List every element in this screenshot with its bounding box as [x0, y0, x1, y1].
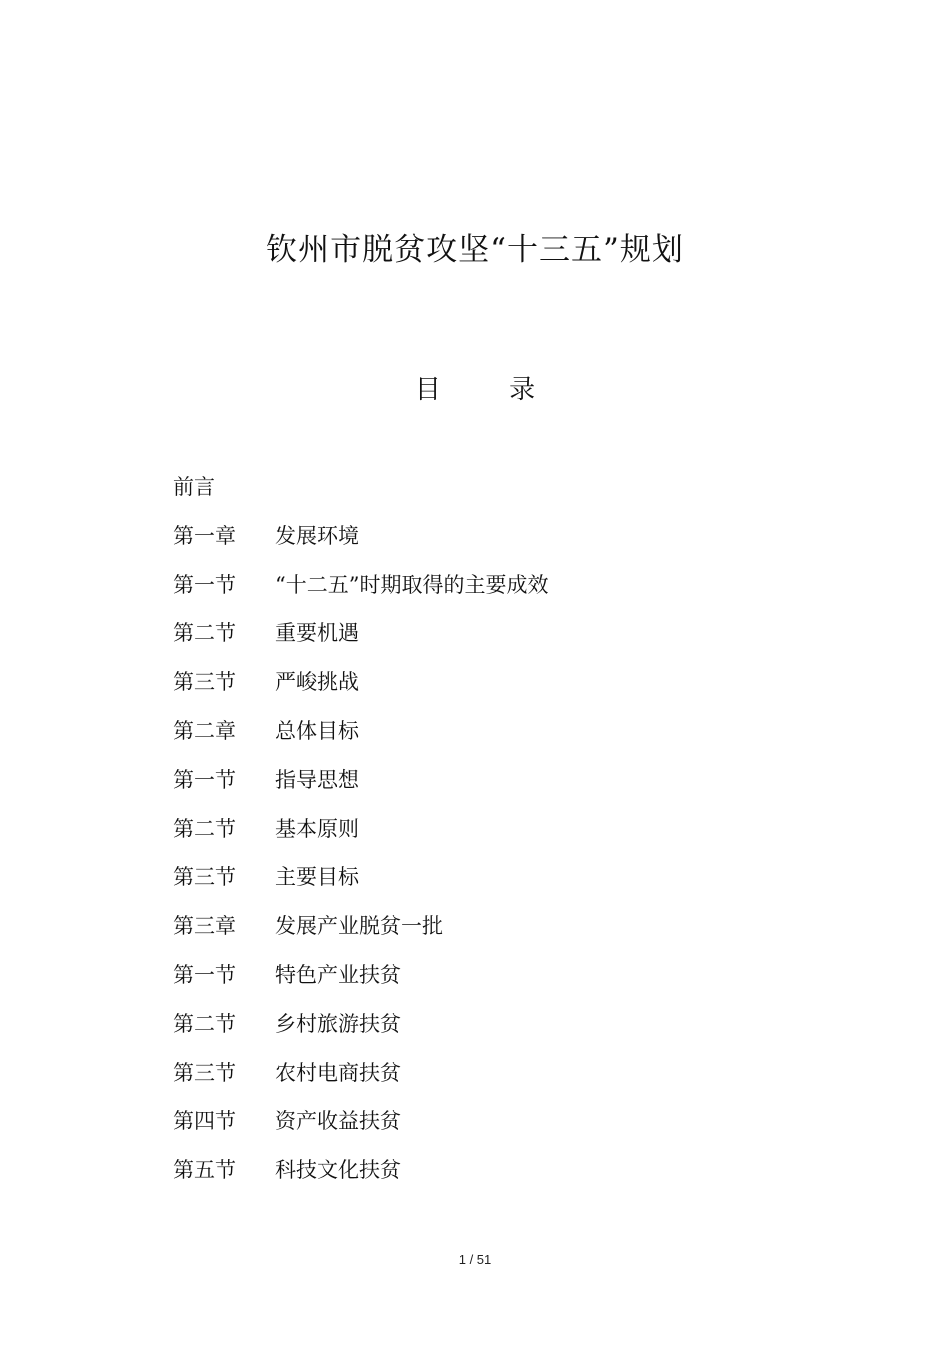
toc-entry-text: 乡村旅游扶贫 — [275, 1011, 401, 1036]
toc-entry-text: 基本原则 — [275, 816, 359, 841]
toc-entry-label: 第一节 — [173, 572, 236, 597]
toc-entry-label: 第三节 — [173, 865, 236, 890]
toc-entry-text: 主要目标 — [275, 865, 359, 890]
toc-entry-section[interactable] — [173, 959, 548, 1008]
toc-entry-text: 总体目标 — [275, 718, 359, 743]
toc-entry-text: 指导思想 — [275, 767, 359, 792]
toc-entry-label: 第一章 — [173, 523, 236, 548]
toc-entry-text: 严峻挑战 — [275, 670, 359, 695]
toc-entry-label: 第四节 — [173, 1109, 236, 1134]
toc-entry-label: 前言 — [173, 475, 215, 499]
document-title: 钦州市脱贫攻坚“十三五”规划 — [266, 232, 684, 268]
toc-entry-label: 第三节 — [173, 1060, 236, 1085]
toc-entry-text: 资产收益扶贫 — [275, 1109, 401, 1134]
toc-entry-chapter[interactable] — [173, 910, 548, 959]
toc-entry-section[interactable] — [173, 1154, 548, 1203]
toc-entry-text: 重要机遇 — [275, 621, 359, 646]
toc-entry-label: 第三节 — [173, 670, 236, 695]
toc-entry-text: 科技文化扶贫 — [275, 1158, 401, 1183]
toc-entry-text: 特色产业扶贫 — [275, 962, 401, 987]
toc-entry-section[interactable] — [173, 1105, 548, 1154]
toc-entry-text: 农村电商扶贫 — [275, 1060, 401, 1085]
toc-entry-label: 第三章 — [173, 914, 236, 939]
toc-entry-section[interactable] — [173, 1008, 548, 1057]
toc-entry-section[interactable] — [173, 666, 548, 715]
table-of-contents — [173, 471, 548, 1203]
toc-entry-label: 第二节 — [173, 1011, 236, 1036]
toc-entry-chapter[interactable] — [173, 520, 548, 569]
toc-entry-label: 第一节 — [173, 767, 236, 792]
toc-entry-label: 第二章 — [173, 718, 236, 743]
toc-entry-section[interactable] — [173, 861, 548, 910]
toc-entry-text: 发展产业脱贫一批 — [275, 914, 443, 939]
toc-entry-section[interactable] — [173, 764, 548, 813]
toc-entry-section[interactable] — [173, 813, 548, 862]
toc-heading: 目 录 — [414, 375, 566, 405]
toc-entry-label: 第五节 — [173, 1158, 236, 1183]
toc-entry-section[interactable] — [173, 617, 548, 666]
toc-entry-text: 发展环境 — [275, 523, 359, 548]
page-number: 1 / 51 — [458, 1252, 492, 1267]
toc-entry-text: “十二五”时期取得的主要成效 — [275, 572, 549, 597]
toc-entry-label: 第二节 — [173, 816, 236, 841]
toc-entry-section[interactable] — [173, 1057, 548, 1106]
toc-entry-label: 第一节 — [173, 962, 236, 987]
toc-entry-section[interactable] — [173, 569, 548, 618]
toc-entry-preface[interactable] — [173, 471, 548, 520]
toc-entry-chapter[interactable] — [173, 715, 548, 764]
toc-entry-label: 第二节 — [173, 621, 236, 646]
